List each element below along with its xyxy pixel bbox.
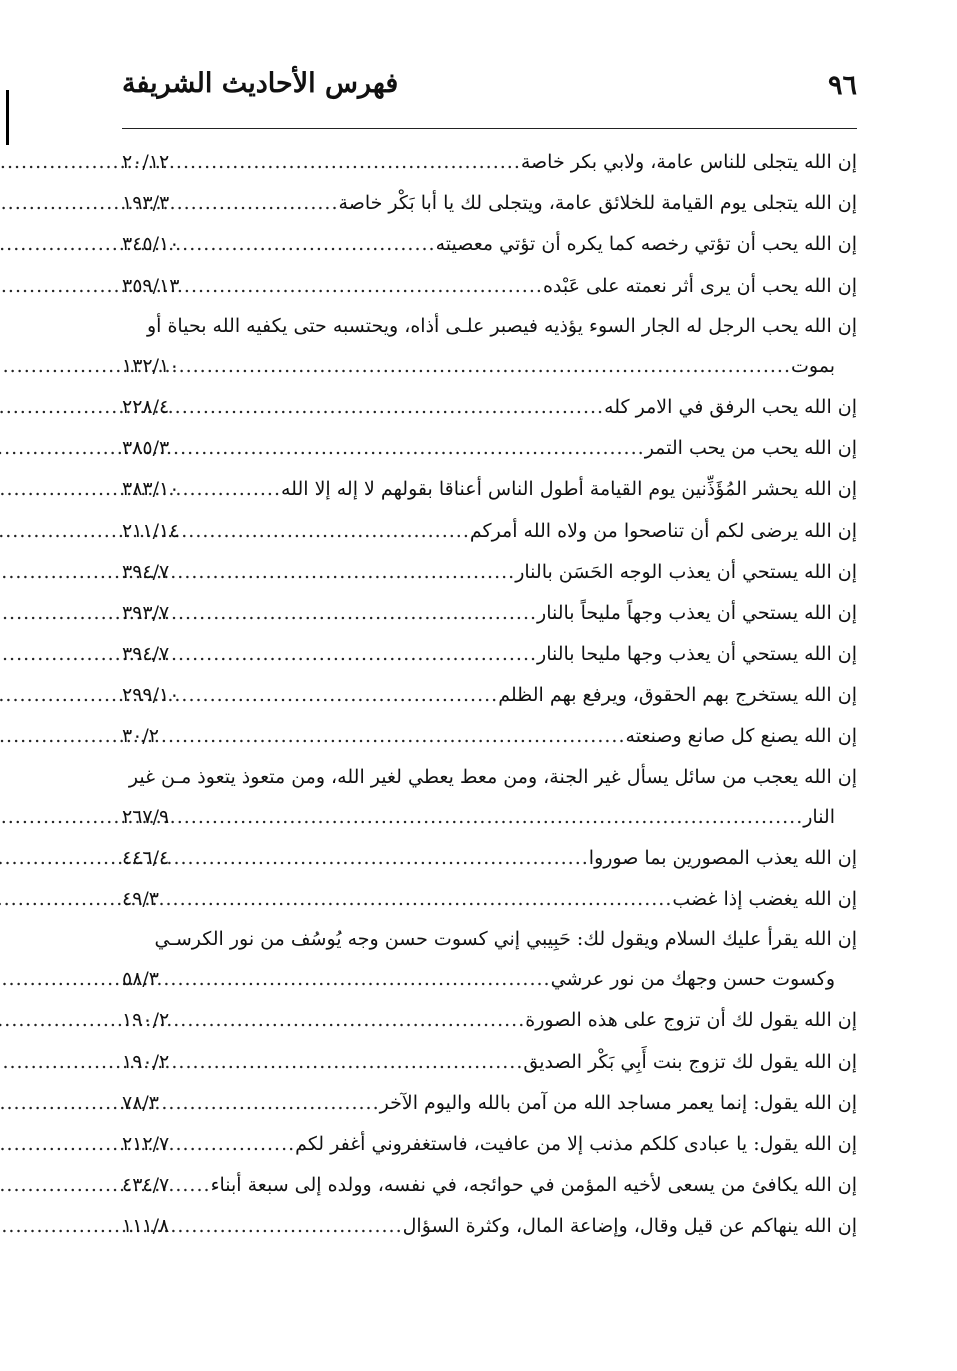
dot-leader [173,634,537,675]
entry-line [122,224,857,265]
index-entry [122,879,857,920]
entry-line [122,675,857,716]
index-entry [122,675,857,716]
entry-text: إن الله يحشر المُؤَذِّنين يوم القيامة أطول الناس أعناقا بقولهم لا إله إلا الله [281,478,857,501]
index-entry [122,428,857,469]
volume-page-reference: ٤٩/٣ [122,888,160,910]
entry-line [122,183,857,224]
entry-text: إن الله يحب من يحب التمر [644,437,857,460]
volume-page-reference: ٣٨٣/١٠ [122,478,180,501]
index-entry [122,469,857,510]
entry-text: إن الله يستحي أن يعذب الوجه الحَسَن بالنار [515,560,857,583]
hadith-index-list [122,142,857,1248]
index-entry [122,634,857,675]
entry-text: وكسوت حسن وجهك من نور عرشي [550,968,835,991]
index-entry [122,1000,857,1041]
dot-leader [173,428,644,469]
volume-page-reference: ٣٥٩/١٣ [122,274,180,297]
volume-page-reference: ١١١/٨ [122,1215,170,1238]
dot-leader [183,511,469,552]
dot-leader [173,1124,295,1165]
entry-text: إن الله يحب أن تؤتي رخصه كما يكره أن تؤتي معصيته [435,233,857,256]
index-entry [122,183,857,224]
entry-line [122,1042,857,1083]
index-entry [122,224,857,265]
entry-text-lead: إن الله يحب الرجل له الجار السوء يؤذيه فيصبر علـى أذاه، ويحتسبه حتى يكفيه الله بحياة أو [146,314,857,337]
entry-text-lead: إن الله يقرأ عليك السلام ويقول لك: حَبِيبي إني كسوت حسن وجه يُوسُف من نور الكرسـي [154,928,857,951]
volume-page-reference: ٢٠/١٢ [122,151,170,173]
entry-line [122,1124,857,1165]
dot-leader [163,1083,380,1124]
entry-text: إن الله يحب أن يرى أثر نعمته على عَبْده [542,274,857,297]
entry-line [122,266,857,307]
volume-page-reference: ٣٤٥/١٠ [122,233,180,256]
entry-line [122,428,857,469]
dot-leader [173,1165,210,1206]
dot-leader [173,1042,523,1083]
entry-line [122,716,857,757]
volume-page-reference: ٢١٢/٧ [122,1132,170,1155]
dot-leader [173,142,521,183]
entry-line [122,959,857,1000]
entry-text: إن الله يصنع كل صانع وصنعته [625,725,857,748]
page-header [122,60,857,120]
index-entry [122,552,857,593]
entry-line [122,387,857,428]
volume-page-reference: ٣٩٤/٧ [122,643,170,666]
volume-page-reference: ١٩٠/٢ [122,1050,170,1073]
dot-leader [183,266,543,307]
dot-leader [163,716,625,757]
volume-page-reference: ٢٦٧/٩ [122,805,170,828]
entry-line [122,552,857,593]
entry-line [122,511,857,552]
index-entry [122,1124,857,1165]
entry-text: إن الله يستحي أن يعذب وجها مليحا بالنار [537,643,857,666]
entry-text: إن الله يقول لك أن تزوج على هذه الصورة [525,1009,857,1032]
entry-text: إن الله يعذب المصورين بما صوروا [588,846,857,869]
dot-leader [173,183,338,224]
index-entry [122,266,857,307]
volume-page-reference: ٣٩٤/٧ [122,560,170,583]
index-entry [122,1206,857,1247]
entry-text: إن الله يرضى لكم أن تناصحوا من ولاه الله أمركم [469,519,857,542]
volume-page-reference: ٥٨/٣ [122,968,160,991]
entry-text: إن الله ينهاكم عن قيل وقال، وإضاعة المال، وكثرة السؤال [402,1215,857,1238]
index-entry [122,142,857,183]
index-entry [122,758,857,838]
header-rule [122,128,857,129]
entry-line [122,469,857,510]
volume-page-reference: ٤٤٦/٤ [122,846,170,869]
dot-leader [173,838,589,879]
index-entry [122,838,857,879]
dot-leader [183,469,281,510]
entry-text: إن الله يحب الرفق في الامر كله [604,395,857,418]
index-entry [122,1083,857,1124]
entry-line [122,1206,857,1247]
entry-text: إن الله يتجلى يوم القيامة للخلائق عامة، ويتجلى لك يا أبا بَكْر خاصة [338,192,857,215]
entry-line [122,593,857,634]
margin-bar [6,90,9,145]
volume-page-reference: ٢١١/١٤ [122,519,180,542]
dot-leader [173,1000,525,1041]
index-entry [122,1042,857,1083]
index-entry [122,716,857,757]
entry-line [122,1165,857,1206]
entry-text: إن الله يستحي أن يعذب وجهاً مليحاً بالنار [537,601,857,624]
entry-text: إن الله يغضب إذا غضب [672,888,857,910]
volume-page-reference: ٣٩٣/٧ [122,601,170,624]
entry-text: إن الله يكافئ من يسعى لأخيه المؤمن في حوائجه، في نفسه، وولده إلى سبعة أبناء [210,1174,857,1197]
entry-line [122,797,857,838]
volume-page-reference: ١٣٢/١٠ [122,354,180,377]
volume-page-reference: ٣٨٥/٣ [122,437,170,460]
entry-text: إن الله يقول: يا عبادى كلكم مذنب إلا من عافيت، فاستغفروني أغفر لكم [295,1132,857,1155]
dot-leader [163,879,672,920]
entry-text: النار [803,805,835,828]
dot-leader [173,552,515,593]
dot-leader [163,959,551,1000]
entry-text: بموت [791,354,835,377]
index-entry [122,1165,857,1206]
page-title: فهرس الأحاديث الشريفة [122,68,399,99]
entry-text-lead: إن الله يعجب من سائل يسأل غير الجنة، ومن معط يعطي لغير الله، ومن متعوذ يتعوذ مـن غير [128,765,857,788]
volume-page-reference: ٣٠/٢ [122,725,160,748]
dot-leader [173,1206,402,1247]
entry-line [122,142,857,183]
page-number: ٩٦ [827,70,857,101]
index-entry [122,593,857,634]
entry-line [122,838,857,879]
index-entry [122,511,857,552]
entry-line [122,346,857,387]
volume-page-reference: ٢٩٩/١٠ [122,684,180,707]
entry-text: إن الله يقول: إنما يعمر مساجد الله من آمن بالله واليوم الآخر [379,1091,857,1114]
index-entry [122,387,857,428]
dot-leader [173,387,604,428]
volume-page-reference: ٤٣٤/٧ [122,1174,170,1197]
entry-text: إن الله يتجلى للناس عامة، ولابي بكر خاصة [520,151,857,173]
volume-page-reference: ١٩٣/٣ [122,192,170,215]
index-entry [122,307,857,387]
dot-leader [183,346,791,387]
entry-line [122,1000,857,1041]
dot-leader [173,797,803,838]
entry-line [122,634,857,675]
entry-text: إن الله يستخرج بهم الحقوق، ويرفع بهم الظلم [498,684,857,707]
index-entry [122,920,857,1000]
volume-page-reference: ٧٨/٣ [122,1091,160,1114]
dot-leader [183,675,498,716]
volume-page-reference: ١٩٠/٢ [122,1009,170,1032]
entry-text: إن الله يقول لك تزوج بنت أَبِي بَكْر الصديق [523,1050,857,1073]
volume-page-reference: ٢٢٨/٤ [122,395,170,418]
entry-line [122,1083,857,1124]
dot-leader [173,593,537,634]
entry-line [122,879,857,920]
dot-leader [183,224,435,265]
